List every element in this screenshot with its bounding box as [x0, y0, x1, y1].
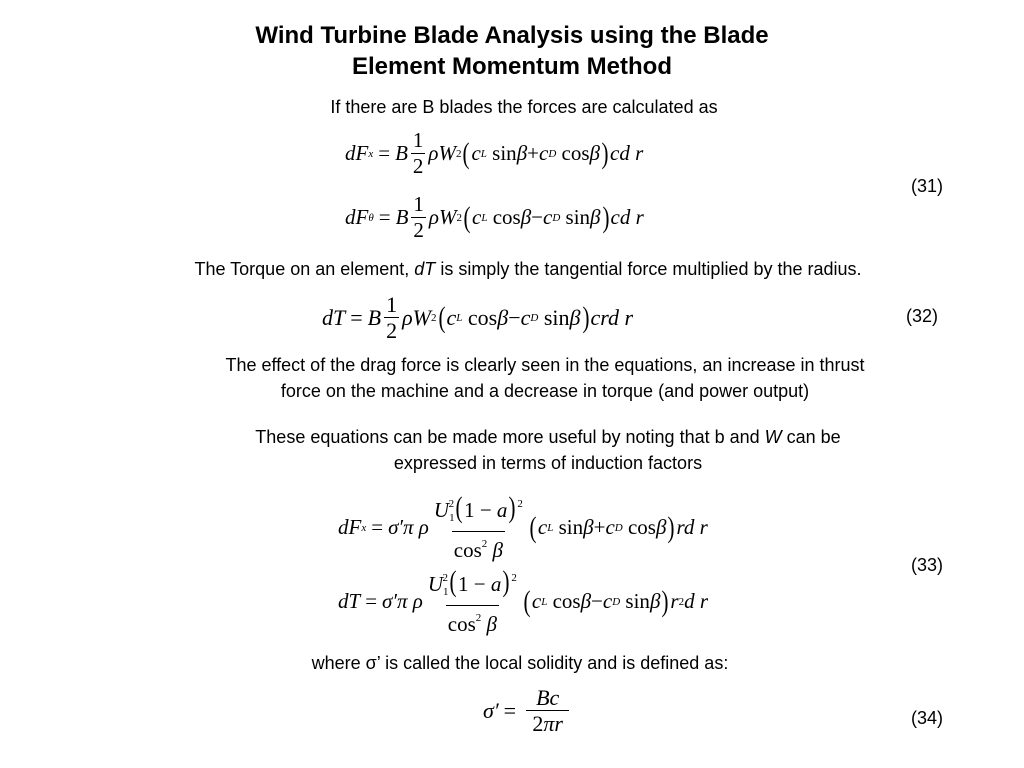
torque-text-before: The Torque on an element,: [194, 259, 415, 279]
equation-number-33: (33): [911, 555, 944, 575]
equation-dt-blades: dT = B $\frac{1}{2}$ ρW 2 ( c L cos β − c D sin β ) crd r: [322, 292, 634, 343]
drag-text: [0, 352, 1024, 404]
intro-text: If there are B blades the forces are calculated as: [330, 97, 718, 117]
equation-local-solidity: σ′ = $\frac{Bc}{2\pi r}$: [483, 685, 574, 736]
induction-text-line-2: expressed in terms of induction factors: [393, 453, 703, 473]
equation-number-31: (31): [911, 176, 944, 196]
torque-text: [0, 256, 1024, 282]
torque-text-after: is simply the tangential force multiplied by the radius.: [435, 259, 862, 279]
solidity-text: where σ’ is called the local solidity and is defined as:: [311, 653, 729, 673]
drag-text-line-1: The effect of the drag force is clearly seen in the equations, an increase in thrust: [225, 355, 865, 375]
equation-number-32: (32): [906, 306, 939, 326]
equation-dt-induction: dT = σ′π ρ $\frac{U_1^2(1 - a) ^2}{\cos^2 \beta}$ ( c L cos β − c D sin β ) r 2 d r: [338, 565, 709, 636]
title-line-1: Wind Turbine Blade Analysis using the Blade: [255, 22, 769, 49]
equation-dfx-blades: dF x = B $\frac{1}{2}$ ρW 2 ( c L sin β + c D cos β ) cd r: [345, 128, 644, 178]
drag-text-line-2: force on the machine and a decrease in torque (and power output): [280, 381, 810, 401]
induction-text-before: These equations can be made more useful by noting that b and: [255, 427, 765, 447]
equation-dfx-induction: dF x = σ′π ρ $\frac{U_1^2(1 - a) ^2}{\cos^2 \beta}$ ( c L sin β + c D cos β ) rd r: [338, 491, 708, 562]
induction-text: [0, 424, 1024, 476]
title-line-2: Element Momentum Method: [351, 53, 672, 80]
equation-dftheta-blades: dF θ = B $\frac{1}{2}$ ρW 2 ( c L cos β − c D sin β ) cd r: [345, 192, 644, 242]
torque-text-symbol: dT: [414, 259, 436, 279]
equation-number-34: (34): [911, 708, 944, 728]
induction-text-symbol: W: [764, 427, 782, 447]
slide-title: [0, 20, 1024, 82]
induction-text-after: can be: [781, 427, 841, 447]
